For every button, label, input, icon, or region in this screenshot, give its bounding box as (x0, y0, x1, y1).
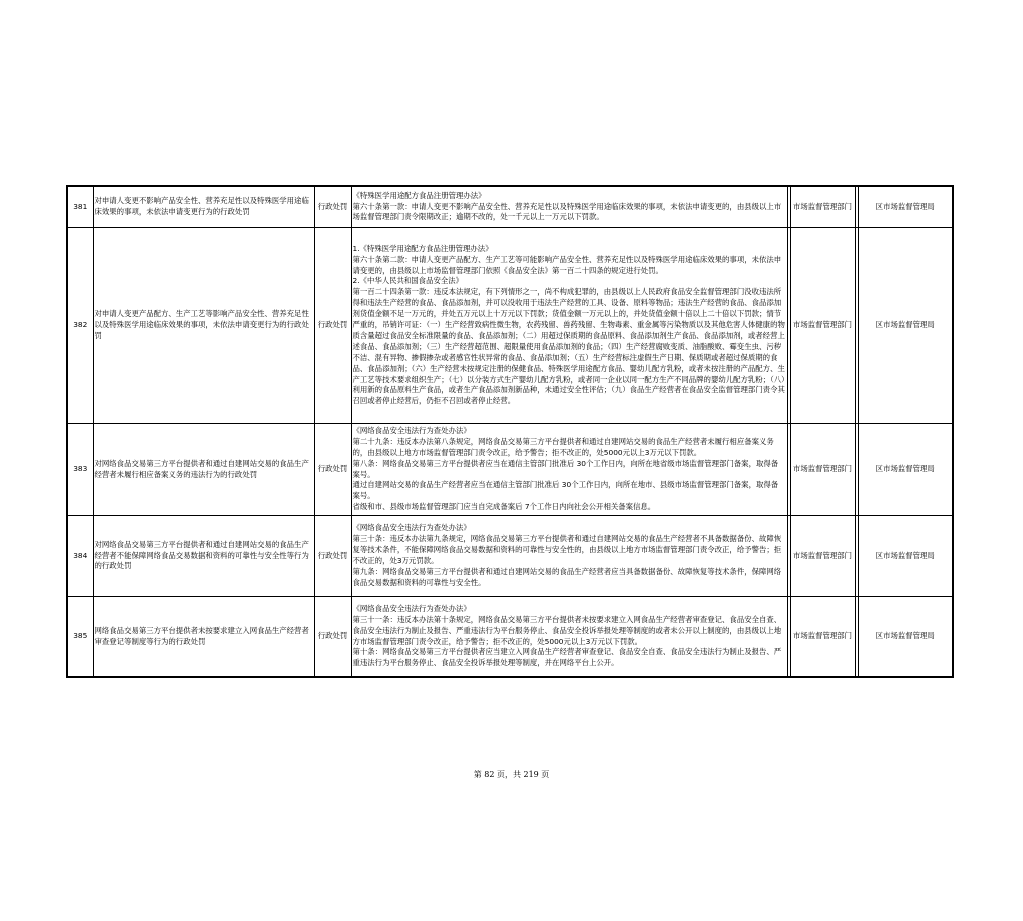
item-executing-agency: 区市场监督管理局 (858, 424, 953, 516)
legal-basis-line: 第八条：网络食品交易第三方平台提供者应当在通信主管部门批准后 30个工作日内，向所在地省级市场监督管理部门备案，取得备案号。 (352, 458, 779, 479)
item-legal-basis (351, 597, 787, 678)
item-department: 市场监督管理部门 (790, 597, 855, 678)
item-department: 市场监督管理部门 (790, 186, 855, 228)
legal-basis-line: 第六十条第一款：申请人变更不影响产品安全性、营养充足性以及特殊医学用途临床效果的事项，未依法申请变更的，由县级以上市场监督管理部门责令限期改正；逾期不改的，处一千元以上一万元以下罚款。 (352, 201, 782, 222)
item-department: 市场监督管理部门 (790, 228, 855, 424)
item-name: 对网络食品交易第三方平台提供者和通过自建网站交易的食品生产经营者未履行相应备案义务的违法行为的行政处罚 (93, 424, 314, 516)
item-department: 市场监督管理部门 (790, 424, 855, 516)
item-legal-basis (351, 516, 787, 597)
item-number: 384 (67, 516, 93, 597)
item-number: 382 (67, 228, 93, 424)
legal-basis-line: 《网络食品安全违法行为查处办法》 (352, 425, 471, 435)
item-legal-basis (351, 186, 787, 228)
item-executing-agency: 区市场监督管理局 (858, 228, 953, 424)
item-type: 行政处罚 (314, 228, 351, 424)
item-number: 385 (67, 597, 93, 678)
item-name: 对申请人变更不影响产品安全性、营养充足性以及特殊医学用途临床效果的事项，未依法申请变更行为的行政处罚 (93, 186, 314, 228)
legal-basis-line: 通过自建网站交易的食品生产经营者应当在通信主管部门批准后 30个工作日内，向所在地市、县级市场监督管理部门备案，取得备案号。 (352, 480, 779, 501)
legal-basis-line: 第二十九条：违反本办法第八条规定，网络食品交易第三方平台提供者和通过自建网站交易的食品生产经营者未履行相应备案义务的，由县级以上地方市场监督管理部门责令改正，给予警告；拒不改正的，处5000元以上3万元以下罚款。 (352, 436, 774, 457)
legal-basis-line: 第十条：网络食品交易第三方平台提供者应当建立入网食品生产经营者审查登记、食品安全自查、食品安全违法行为制止及报告、严重违法行为平台服务停止、食品安全投诉举报处理等制度，并在网络平台上公开。 (352, 647, 782, 668)
item-type: 行政处罚 (314, 186, 351, 228)
table-row (67, 424, 953, 516)
item-department: 市场监督管理部门 (790, 516, 855, 597)
item-type: 行政处罚 (314, 516, 351, 597)
legal-basis-line: 《特殊医学用途配方食品注册管理办法》 (352, 190, 486, 200)
item-legal-basis (351, 228, 787, 424)
item-name: 对申请人变更产品配方、生产工艺等影响产品安全性、营养充足性以及特殊医学用途临床效果的事项，未依法申请变更行为的行政处罚 (93, 228, 314, 424)
legal-basis-line: 《网络食品安全违法行为查处办法》 (352, 523, 471, 533)
item-executing-agency: 区市场监督管理局 (858, 186, 953, 228)
table-body (67, 186, 953, 677)
enforcement-items-table (66, 185, 954, 678)
legal-basis-line: 第三十一条：违反本办法第十条规定，网络食品交易第三方平台提供者未按要求建立入网食品生产经营者审查登记、食品安全自查、食品安全违法行为制止及报告、严重违法行为平台服务停止、食品安全投诉举报处理等制度的或者未公开以上制度的，由县级以上地方市场监督管理部门责令改正，给予警告；拒不改正的，处5000元以上3万元以下罚款。 (352, 614, 782, 646)
item-name: 对网络食品交易第三方平台提供者和通过自建网站交易的食品生产经营者不能保障网络食品交易数据和资料的可靠性与安全性等行为的行政处罚 (93, 516, 314, 597)
legal-basis-line: 省级和市、县级市场监督管理部门应当自完成备案后 7个工作日内向社会公开相关备案信息。 (352, 502, 656, 512)
legal-basis-line: 第九条：网络食品交易第三方平台提供者和通过自建网站交易的食品生产经营者应当具备数据备份、故障恢复等技术条件，保障网络食品交易数据和资料的可靠性与安全性。 (352, 566, 782, 587)
table-row (67, 597, 953, 678)
legal-basis-line: 1.《特殊医学用途配方食品注册管理办法》 (352, 243, 493, 253)
item-type: 行政处罚 (314, 597, 351, 678)
legal-basis-line: 2.《中华人民共和国食品安全法》 (352, 276, 464, 286)
legal-basis-line: 《网络食品安全违法行为查处办法》 (352, 603, 471, 613)
legal-basis-line: 第三十条：违反本办法第九条规定，网络食品交易第三方平台提供者和通过自建网站交易的食品生产经营者不具备数据备份、故障恢复等技术条件，不能保障网络食品交易数据和资料的可靠性与安全性的，由县级以上地方市场监督管理部门责令改正，给予警告；拒不改正的，处3万元罚款。 (352, 534, 782, 565)
page-footer: 第 82 页，共 219 页 (473, 770, 550, 779)
item-executing-agency: 区市场监督管理局 (858, 516, 953, 597)
item-number: 381 (67, 186, 93, 228)
table-row (67, 516, 953, 597)
table-row (67, 186, 953, 228)
item-type: 行政处罚 (314, 424, 351, 516)
item-number: 383 (67, 424, 93, 516)
legal-basis-line: 第一百二十四条第一款：违反本法规定，有下列情形之一，尚不构成犯罪的，由县级以上人民政府食品安全监督管理部门没收违法所得和违法生产经营的食品、食品添加剂，并可以没收用于违法生产经营的工具、设备、原料等物品；违法生产经营的食品、食品添加剂货值金额不足一万元的，并处五万元以上十万元以下罚款；货值金额一万元以上的，并处货值金额十倍以上二十倍以下罚款；情节严重的，吊销许可证：（一）生产经营致病性微生物，农药残留、兽药残留、生物毒素、重金属等污染物质以及其他危害人体健康的物质含量超过食品安全标准限量的食品、食品添加剂；（二）用超过保质期的食品原料、食品添加剂生产食品、食品添加剂，或者经营上述食品、食品添加剂；（三）生产经营超范围、超限量使用食品添加剂的食品；（四）生产经营腐败变质、油脂酸败、霉变生虫、污秽不洁、混有异物、掺假掺杂或者感官性状异常的食品、食品添加剂；（五）生产经营标注虚假生产日期、保质期或者超过保质期的食品、食品添加剂；（六）生产经营未按规定注册的保健食品、特殊医学用途配方食品、婴幼儿配方乳粉，或者未按注册的产品配方、生产工艺等技术要求组织生产；（七）以分装方式生产婴幼儿配方乳粉，或者同一企业以同一配方生产不同品牌的婴幼儿配方乳粉；（八）利用新的食品原料生产食品，或者生产食品添加剂新品种，未通过安全性评估；（九）食品生产经营者在食品安全监督管理部门责令其召回或者停止经营后，仍拒不召回或者停止经营。 (352, 287, 785, 406)
item-name: 网络食品交易第三方平台提供者未按要求建立入网食品生产经营者审查登记等制度等行为的行政处罚 (93, 597, 314, 678)
item-executing-agency: 区市场监督管理局 (858, 597, 953, 678)
legal-basis-line: 第六十条第二款：申请人变更产品配方、生产工艺等可能影响产品安全性、营养充足性以及特殊医学用途临床效果的事项，未依法申请变更的，由县级以上市场监督管理部门依照《食品安全法》第一百二十四条的规定进行处罚。 (352, 254, 782, 275)
table-row (67, 228, 953, 424)
item-legal-basis (351, 424, 787, 516)
